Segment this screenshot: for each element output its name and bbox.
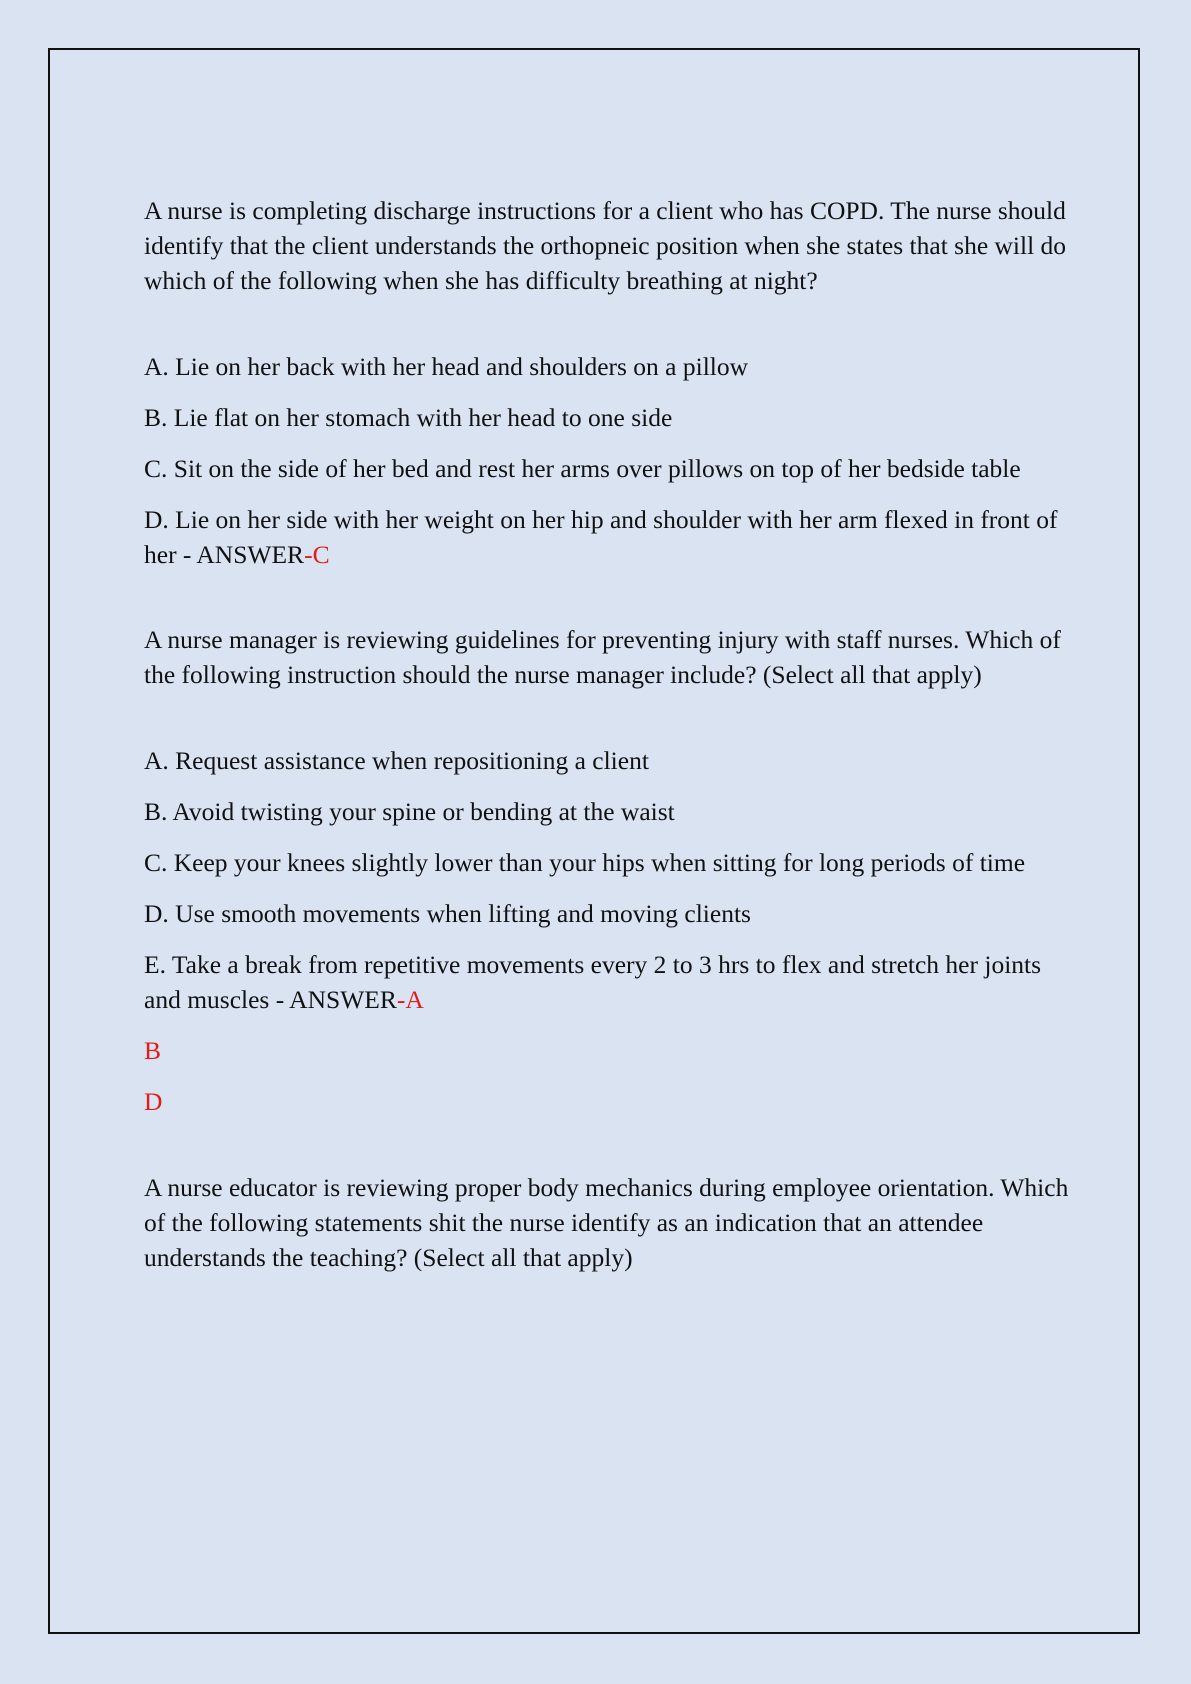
question-1-options <box>144 349 1074 572</box>
question-1-option-b: B. Lie flat on her stomach with her head to one side <box>144 403 673 432</box>
question-2-option-a: A. Request assistance when repositioning a client <box>144 746 649 775</box>
question-1-option-d-text: D. Lie on her side with her weight on her hip and shoulder with her arm flexed in front of her - ANSWER <box>144 505 1058 569</box>
question-2-stem: A nurse manager is reviewing guidelines for preventing injury with staff nurses. Which of the following instruction should the nurse manager include? (Select all that apply) <box>144 625 1061 689</box>
question-1 <box>144 193 1074 572</box>
document-content <box>144 193 1074 1275</box>
question-2-option-b: B. Avoid twisting your spine or bending at the waist <box>144 797 675 826</box>
question-1-option-a: A. Lie on her back with her head and shoulders on a pillow <box>144 352 749 381</box>
question-3 <box>144 1170 1074 1275</box>
question-2-answer-1: A <box>405 985 424 1014</box>
question-2-options <box>144 743 1074 1119</box>
question-1-stem: A nurse is completing discharge instructions for a client who has COPD. The nurse should identify that the client understands the orthopneic position when she states that she will do which of the following when she has difficulty breathing at night? <box>144 196 1067 295</box>
question-3-stem: A nurse educator is reviewing proper body mechanics during employee orientation. Which of the following statements shit the nurse identify as an indication that an attendee understands the teaching? (Select all that apply) <box>144 1173 1069 1272</box>
question-1-option-c: C. Sit on the side of her bed and rest her arms over pillows on top of her bedside table <box>144 454 1021 483</box>
question-1-option-d <box>144 502 1074 572</box>
question-2-option-c: C. Keep your knees slightly lower than your hips when sitting for long periods of time <box>144 848 1026 877</box>
question-2-option-d: D. Use smooth movements when lifting and moving clients <box>144 899 751 928</box>
question-2-answer-separator: - <box>396 985 406 1014</box>
question-2 <box>144 622 1074 1119</box>
question-1-answer: C <box>312 540 330 569</box>
question-1-answer-separator: - <box>304 540 313 569</box>
question-2-option-e <box>144 947 1074 1017</box>
question-2-option-e-text: E. Take a break from repetitive movements every 2 to 3 hrs to flex and stretch her joints and muscles - ANSWER <box>144 950 1042 1014</box>
question-2-answer-2: B <box>144 1036 162 1065</box>
question-2-answer-3: D <box>144 1087 163 1116</box>
